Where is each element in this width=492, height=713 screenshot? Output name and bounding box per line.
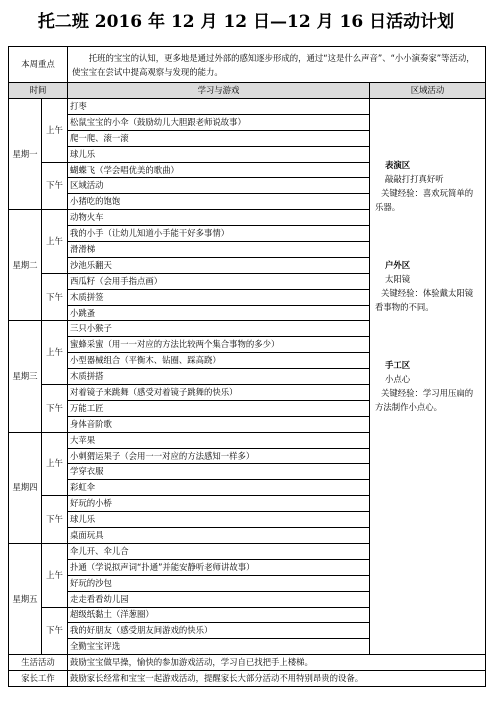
activity-item: 蜜蜂采蜜（用一一对应的方法比较两个集合事物的多少） <box>68 337 370 353</box>
activity-item: 对着镜子来跳舞（感受对着镜子跳舞的快乐） <box>68 385 370 401</box>
activity-item: 球儿乐 <box>68 512 370 528</box>
header-time: 时间 <box>9 83 68 99</box>
activity-item: 万能工匠 <box>68 400 370 416</box>
activity-item: 蝴蝶飞（学会唱优美的歌曲） <box>68 162 370 178</box>
activity-item: 小猪吃的饱饱 <box>68 194 370 210</box>
activity-item: 沙池乐翻天 <box>68 257 370 273</box>
afternoon-label: 下午 <box>42 607 68 655</box>
activity-item: 超级纸黏土（洋葱圈） <box>68 607 370 623</box>
area-subtitle: 小点心 <box>385 374 411 384</box>
activity-item: 西瓜籽（会用手指点画） <box>68 273 370 289</box>
activity-item: 扑通（学说拟声词“扑通”并能安静听老师讲故事） <box>68 559 370 575</box>
activity-item: 木质拼签 <box>68 289 370 305</box>
activity-item: 松鼠宝宝的小伞（鼓励幼儿大胆跟老师说故事） <box>68 114 370 130</box>
activity-item: 小型器械组合（平衡木、钻圈、踩高跷） <box>68 353 370 369</box>
focus-row <box>9 47 486 83</box>
area-key-point: 关键经验：体验戴太阳镜看事物的不同。 <box>375 288 474 312</box>
activity-item: 动物火车 <box>68 210 370 226</box>
activity-item: 球儿乐 <box>68 146 370 162</box>
activity-item: 小刺猬运果子（会用一一对应的方法感知一样多） <box>68 448 370 464</box>
area-block <box>375 358 480 414</box>
plan-table <box>8 46 486 687</box>
afternoon-label: 下午 <box>42 496 68 544</box>
morning-label: 上午 <box>42 99 68 163</box>
parents-row <box>9 671 486 687</box>
activity-item: 滑滑梯 <box>68 242 370 258</box>
day-label: 星期四 <box>9 432 42 543</box>
activity-item: 彩虹伞 <box>68 480 370 496</box>
afternoon-label: 下午 <box>42 385 68 433</box>
area-block <box>375 158 480 214</box>
parents-label: 家长工作 <box>9 671 68 687</box>
day-label: 星期二 <box>9 210 42 321</box>
morning-label: 上午 <box>42 543 68 607</box>
morning-label: 上午 <box>42 321 68 385</box>
activity-item: 全勤宝宝评选 <box>68 639 370 655</box>
activity-item: 好玩的沙包 <box>68 575 370 591</box>
activity-item: 学穿衣服 <box>68 464 370 480</box>
activity-item: 好玩的小桥 <box>68 496 370 512</box>
activity-item: 身体音阶歌 <box>68 416 370 432</box>
activity-item: 我的好朋友（感受朋友间游戏的快乐） <box>68 623 370 639</box>
activity-item: 我的小手（让幼儿知道小手能干好多事情） <box>68 226 370 242</box>
area-name: 户外区 <box>385 260 411 270</box>
area-name: 表演区 <box>385 160 411 170</box>
focus-label: 本周重点 <box>9 47 68 83</box>
morning-label: 上午 <box>42 432 68 496</box>
parents-text: 鼓励家长经常和宝宝一起游戏活动，提醒家长大部分活动不用特别昂贵的设备。 <box>68 671 486 687</box>
afternoon-label: 下午 <box>42 162 68 210</box>
area-subtitle: 敲敲打打真好听 <box>385 174 444 184</box>
life-row <box>9 655 486 671</box>
activity-item: 打枣 <box>68 99 370 115</box>
activity-item: 木质拼搭 <box>68 369 370 385</box>
afternoon-label: 下午 <box>42 273 68 321</box>
header-learning: 学习与游戏 <box>68 83 370 99</box>
day-label: 星期三 <box>9 321 42 432</box>
morning-label: 上午 <box>42 210 68 274</box>
focus-text: 托班的宝宝的认知，更多地是通过外部的感知逐步形成的，通过“这是什么声音”、“小小演奏家”等活动，使宝宝在尝试中提高观察与发现的能力。 <box>68 47 486 83</box>
activity-item: 小跳蚤 <box>68 305 370 321</box>
day-label: 星期一 <box>9 99 42 210</box>
area-key-point: 关键经验：喜欢玩简单的乐器。 <box>375 188 474 212</box>
activity-item: 大苹果 <box>68 432 370 448</box>
area-key-point: 关键经验：学习用压扁的方法制作小点心。 <box>375 388 474 412</box>
header-row <box>9 83 486 99</box>
activity-item: 区域活动 <box>68 178 370 194</box>
table-row <box>9 99 486 115</box>
activity-item: 三只小猴子 <box>68 321 370 337</box>
life-text: 鼓励宝宝做早操，愉快的参加游戏活动，学习自已找把手上楼梯。 <box>68 655 486 671</box>
day-label: 星期五 <box>9 543 42 654</box>
life-label: 生活活动 <box>9 655 68 671</box>
activity-item: 走走看看幼儿园 <box>68 591 370 607</box>
activity-item: 伞儿开、伞儿合 <box>68 543 370 559</box>
area-name: 手工区 <box>385 360 411 370</box>
area-subtitle: 太阳镜 <box>385 274 411 284</box>
page-title: 托二班 2016 年 12 月 12 日—12 月 16 日活动计划 <box>37 12 455 32</box>
activity-item: 爬一爬、滚一滚 <box>68 130 370 146</box>
area-cell <box>370 99 486 655</box>
header-area: 区域活动 <box>370 83 486 99</box>
area-block <box>375 258 480 314</box>
activity-item: 桌面玩具 <box>68 528 370 544</box>
